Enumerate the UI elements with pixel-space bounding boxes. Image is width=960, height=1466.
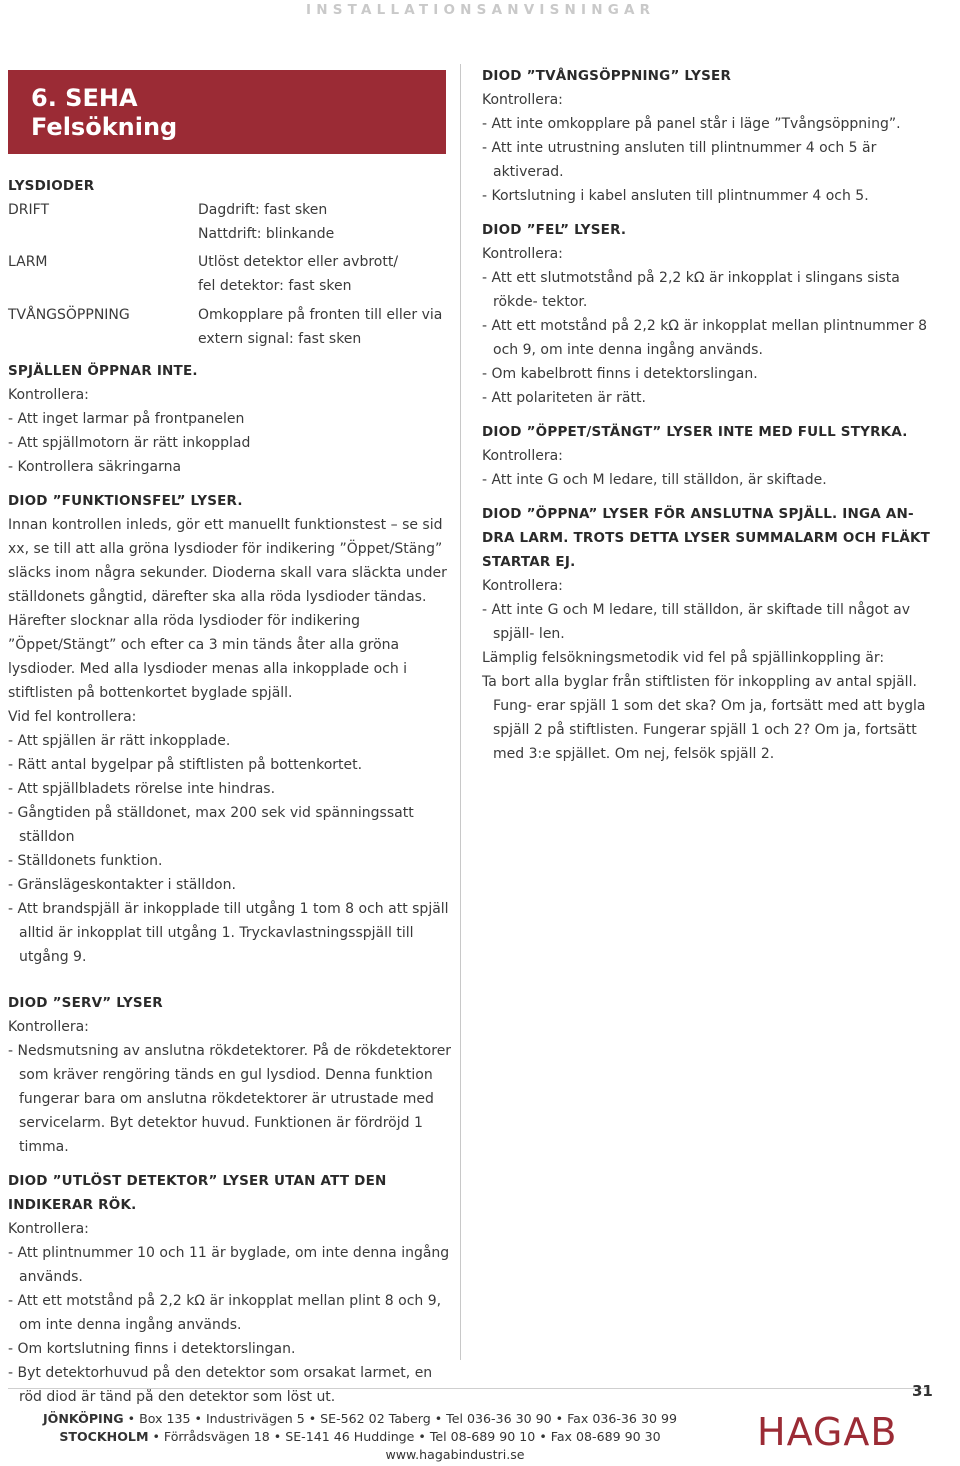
list-item: - Nedsmutsning av anslutna rökdetektorer. På de rökdetektorer som kräver rengöring tänds en gul lysdiod. Denna funktion fungerar bara om anslutna rökdetektorer är utrustade med servicelarm. Byt detektor huvud. Funktionen är fördröjd 1 timma.	[8, 1043, 452, 1155]
check-label: Vid fel kontrollera:	[8, 709, 137, 725]
list-item: - Gångtiden på ställdonet, max 200 sek vid spänningssatt ställdon	[8, 805, 414, 845]
lysdiod-term: TVÅNGSÖPPNING	[8, 307, 130, 323]
section-funktionsfel	[8, 489, 453, 969]
check-label: Kontrollera:	[8, 1019, 89, 1035]
section-heading: SPJÄLLEN ÖPPNAR INTE.	[8, 363, 198, 379]
footer-address: • Box 135 • Industrivägen 5 • SE-562 02 Taberg • Tel 036-36 30 90 • Fax 036-36 30 99	[127, 1411, 677, 1426]
section-heading: DIOD ”SERV” LYSER	[8, 995, 163, 1011]
lysdiod-definition	[198, 303, 448, 351]
list-item: - Att ett motstånd på 2,2 kΩ är inkopplat mellan plint 8 och 9, om inte denna ingång används.	[8, 1293, 442, 1333]
footer-address: • Förrådsvägen 18 • SE-141 46 Huddinge • Tel 08-689 90 10 • Fax 08-689 90 30	[152, 1429, 661, 1444]
lysdiod-term: LARM	[8, 254, 48, 270]
section-heading: DIOD ”FUNKTIONSFEL” LYSER.	[8, 493, 243, 509]
right-column	[482, 64, 932, 766]
lysdiod-def-line: extern signal: fast sken	[198, 331, 362, 347]
list-item: - Att spjällmotorn är rätt inkopplad	[8, 435, 251, 451]
list-item: - Att inte omkopplare på panel står i läge ”Tvångsöppning”.	[482, 116, 901, 132]
check-label: Kontrollera:	[8, 387, 89, 403]
list-item: - Att ett motstånd på 2,2 kΩ är inkopplat mellan plintnummer 8 och 9, om inte denna ingång används.	[482, 318, 928, 358]
lysdiod-def-line: Utlöst detektor eller avbrott/	[198, 254, 399, 270]
list-item: - Att inte utrustning ansluten till plintnummer 4 och 5 är aktiverad.	[482, 140, 877, 180]
chapter-title-box	[8, 70, 446, 154]
method-paragraph: Ta bort alla byglar från stiftlisten för inkoppling av antal spjäll. Fung- erar spjäll 1 som det ska? Om ja, fortsätt med att bygla spjäll 2 på stiftlisten. Fungerar spjäll 1 och 2? Om ja, fortsätt med 3:e spjället. Om nej, felsök spjäll 2.	[482, 674, 926, 762]
list-item: - Kontrollera säkringarna	[8, 459, 182, 475]
section-tvangsoppning	[482, 64, 932, 208]
lysdiod-definition	[198, 198, 448, 246]
paragraph: Innan kontrollen inleds, gör ett manuellt funktionstest – se sid xx, se till att alla gröna lysdioder för indikering ”Öppet/Stäng” släcks inom några sekunder. Dioderna skall vara släckta under ställdonets gångtid, därefter ska alla röda lysdioder tändas. Härefter slocknar alla röda lysdioder för indikering ”Öppet/Stängt” och efter ca 3 min tänds åter alla gröna lysdioder. Med alla lysdioder menas alla inkopplade och i stiftlisten på bottenkortet byglade spjäll.	[8, 517, 447, 701]
column-divider	[460, 64, 461, 1360]
check-label: Kontrollera:	[482, 92, 563, 108]
list-item: - Byt detektorhuvud på den detektor som orsakat larmet, en röd diod är tänd på den detektor som löst ut.	[8, 1365, 433, 1405]
footer-website: www.hagabindustri.se	[385, 1447, 525, 1462]
lysdiod-row-drift	[8, 198, 453, 250]
section-utlost-detektor	[8, 1169, 453, 1409]
list-item: - Att inte G och M ledare, till ställdon, är skiftade till något av spjäll- len.	[482, 602, 910, 642]
list-item: - Att spjällbladets rörelse inte hindras.	[8, 781, 276, 797]
list-item: - Att inget larmar på frontpanelen	[8, 411, 245, 427]
hagab-logo: HAGAB	[757, 1410, 898, 1454]
chapter-number-title: 6. SEHA	[31, 84, 138, 112]
section-heading: DIOD ”ÖPPET/STÄNGT” LYSER INTE MED FULL STYRKA.	[482, 424, 908, 440]
list-item: - Kortslutning i kabel ansluten till plintnummer 4 och 5.	[482, 188, 869, 204]
document-header-title: INSTALLATIONSANVISNINGAR	[306, 2, 656, 18]
section-serv	[8, 991, 453, 1159]
section-heading: DIOD ”ÖPPNA” LYSER FÖR ANSLUTNA SPJÄLL. INGA AN- DRA LARM. TROTS DETTA LYSER SUMMALARM OCH FLÄKT STARTAR EJ.	[482, 506, 931, 570]
footer-city-label: JÖNKÖPING	[43, 1411, 124, 1426]
footer-line-jonkoping	[40, 1410, 680, 1428]
section-heading: DIOD ”TVÅNGSÖPPNING” LYSER	[482, 68, 732, 84]
footer-rule	[8, 1388, 928, 1389]
list-item: - Rätt antal bygelpar på stiftlisten på bottenkortet.	[8, 757, 363, 773]
lysdiod-def-line: Nattdrift: blinkande	[198, 226, 335, 242]
check-label: Kontrollera:	[8, 1221, 89, 1237]
lysdioder-heading: LYSDIODER	[8, 178, 95, 194]
lysdiod-term: DRIFT	[8, 202, 49, 218]
list-item: - Att inte G och M ledare, till ställdon, är skiftade.	[482, 472, 827, 488]
lysdiod-row-tvangsoppning	[8, 303, 453, 359]
list-item: - Om kabelbrott finns i detektorslingan.	[482, 366, 758, 382]
list-item: - Att brandspjäll är inkopplade till utgång 1 tom 8 och att spjäll alltid är inkopplat till utgång 1. Tryckavlastningsspjäll till utgång 9.	[8, 901, 449, 965]
section-fel	[482, 218, 932, 410]
lysdiod-definition	[198, 250, 448, 298]
footer-addresses	[40, 1410, 680, 1464]
list-item: - Om kortslutning finns i detektorslingan.	[8, 1341, 296, 1357]
lysdiod-def-line: Omkopplare på fronten till eller via	[198, 307, 443, 323]
check-label: Kontrollera:	[482, 578, 563, 594]
check-label: Kontrollera:	[482, 448, 563, 464]
section-oppet-stangt	[482, 420, 932, 492]
list-item: - Att polariteten är rätt.	[482, 390, 646, 406]
list-item: - Att ett slutmotstånd på 2,2 kΩ är inkopplat i slingans sista rökde- tektor.	[482, 270, 900, 310]
footer-line-stockholm	[40, 1428, 680, 1446]
lysdiod-def-line: fel detektor: fast sken	[198, 278, 352, 294]
section-heading: DIOD ”UTLÖST DETEKTOR” LYSER UTAN ATT DEN INDIKERAR RÖK.	[8, 1173, 387, 1213]
left-column	[8, 174, 453, 1409]
check-label: Kontrollera:	[482, 246, 563, 262]
lysdiod-row-larm	[8, 250, 453, 303]
chapter-subtitle: Felsökning	[31, 113, 178, 141]
list-item: - Att plintnummer 10 och 11 är byglade, om inte denna ingång används.	[8, 1245, 450, 1285]
page-number: 31	[912, 1382, 933, 1400]
footer-city-label: STOCKHOLM	[59, 1429, 149, 1444]
section-oppna	[482, 502, 932, 766]
method-intro: Lämplig felsökningsmetodik vid fel på spjällinkoppling är:	[482, 650, 885, 666]
list-item: - Ställdonets funktion.	[8, 853, 163, 869]
section-spjallen	[8, 359, 453, 479]
section-heading: DIOD ”FEL” LYSER.	[482, 222, 627, 238]
list-item: - Gränslägeskontakter i ställdon.	[8, 877, 236, 893]
lysdiod-def-line: Dagdrift: fast sken	[198, 202, 328, 218]
list-item: - Att spjällen är rätt inkopplade.	[8, 733, 231, 749]
